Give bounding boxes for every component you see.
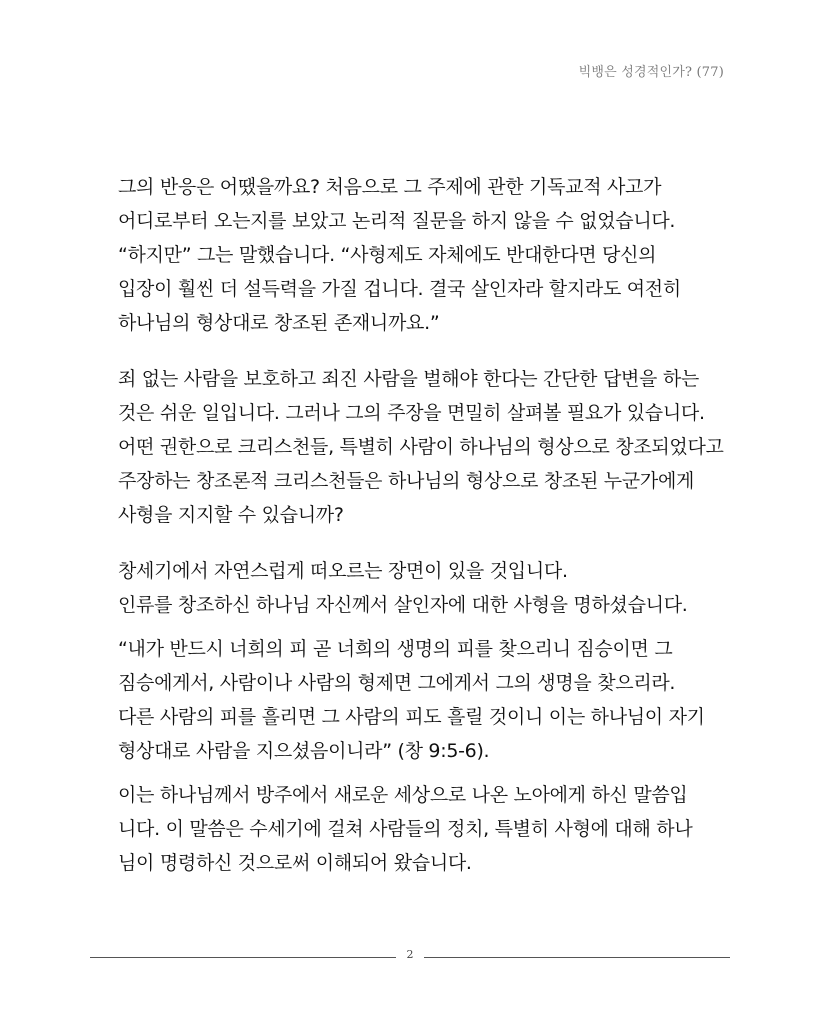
text-line: 다른 사람의 피를 흘리면 그 사람의 피도 흘릴 것이니 이는 하나님이 자기 — [118, 706, 705, 728]
paragraph — [118, 362, 724, 532]
footer-rule-right — [424, 957, 730, 958]
scripture-quote — [118, 632, 718, 768]
text-line: 형상대로 사람을 지으셨음이니라” (창 9:5-6). — [118, 740, 490, 762]
text-line: “내가 반드시 너희의 피 곧 너희의 생명의 피를 찾으리니 짐승이면 그 — [118, 638, 673, 660]
text-line: 님이 명령하신 것으로써 이해되어 왔습니다. — [118, 852, 472, 874]
text-line: 입장이 훨씬 더 설득력을 가질 겁니다. 결국 살인자라 할지라도 여전히 — [118, 278, 681, 300]
text-line: 니다. 이 말씀은 수세기에 걸쳐 사람들의 정치, 특별히 사형에 대해 하나 — [118, 818, 693, 840]
footer-rule-left — [90, 957, 396, 958]
text-line: 창세기에서 자연스럽게 떠오르는 장면이 있을 것입니다. — [118, 560, 568, 582]
text-line: 그의 반응은 어땠을까요? 처음으로 그 주제에 관한 기독교적 사고가 — [118, 176, 662, 198]
page-number: 2 — [406, 948, 414, 961]
paragraph — [118, 554, 718, 622]
text-line: 죄 없는 사람을 보호하고 죄진 사람을 벌해야 한다는 간단한 답변을 하는 — [118, 368, 699, 390]
text-line: 것은 쉬운 일입니다. 그러나 그의 주장을 면밀히 살펴볼 필요가 있습니다. — [118, 402, 705, 424]
text-line: 이는 하나님께서 방주에서 새로운 세상으로 나온 노아에게 하신 말씀입 — [118, 784, 688, 806]
text-line: 어디로부터 오는지를 보았고 논리적 질문을 하지 않을 수 없었습니다. — [118, 210, 676, 232]
text-line: 어떤 권한으로 크리스천들, 특별히 사람이 하나님의 형상으로 창조되었다고 — [118, 436, 724, 458]
text-line: 짐승에게서, 사람이나 사람의 형제면 그에게서 그의 생명을 찾으리라. — [118, 672, 676, 694]
text-line: 하나님의 형상대로 창조된 존재니까요.” — [118, 312, 440, 334]
paragraph — [118, 778, 718, 880]
text-line: 인류를 창조하신 하나님 자신께서 살인자에 대한 사형을 명하셨습니다. — [118, 594, 688, 616]
text-line: 주장하는 창조론적 크리스천들은 하나님의 형상으로 창조된 누군가에게 — [118, 470, 695, 492]
body-text — [118, 170, 724, 902]
text-line: “하지만” 그는 말했습니다. “사형제도 자체에도 반대한다면 당신의 — [118, 244, 657, 266]
text-line: 사형을 지지할 수 있습니까? — [118, 504, 344, 526]
running-header: 빅뱅은 성경적인가? (77) — [578, 65, 724, 80]
page-footer — [90, 947, 730, 967]
paragraph — [118, 170, 718, 340]
